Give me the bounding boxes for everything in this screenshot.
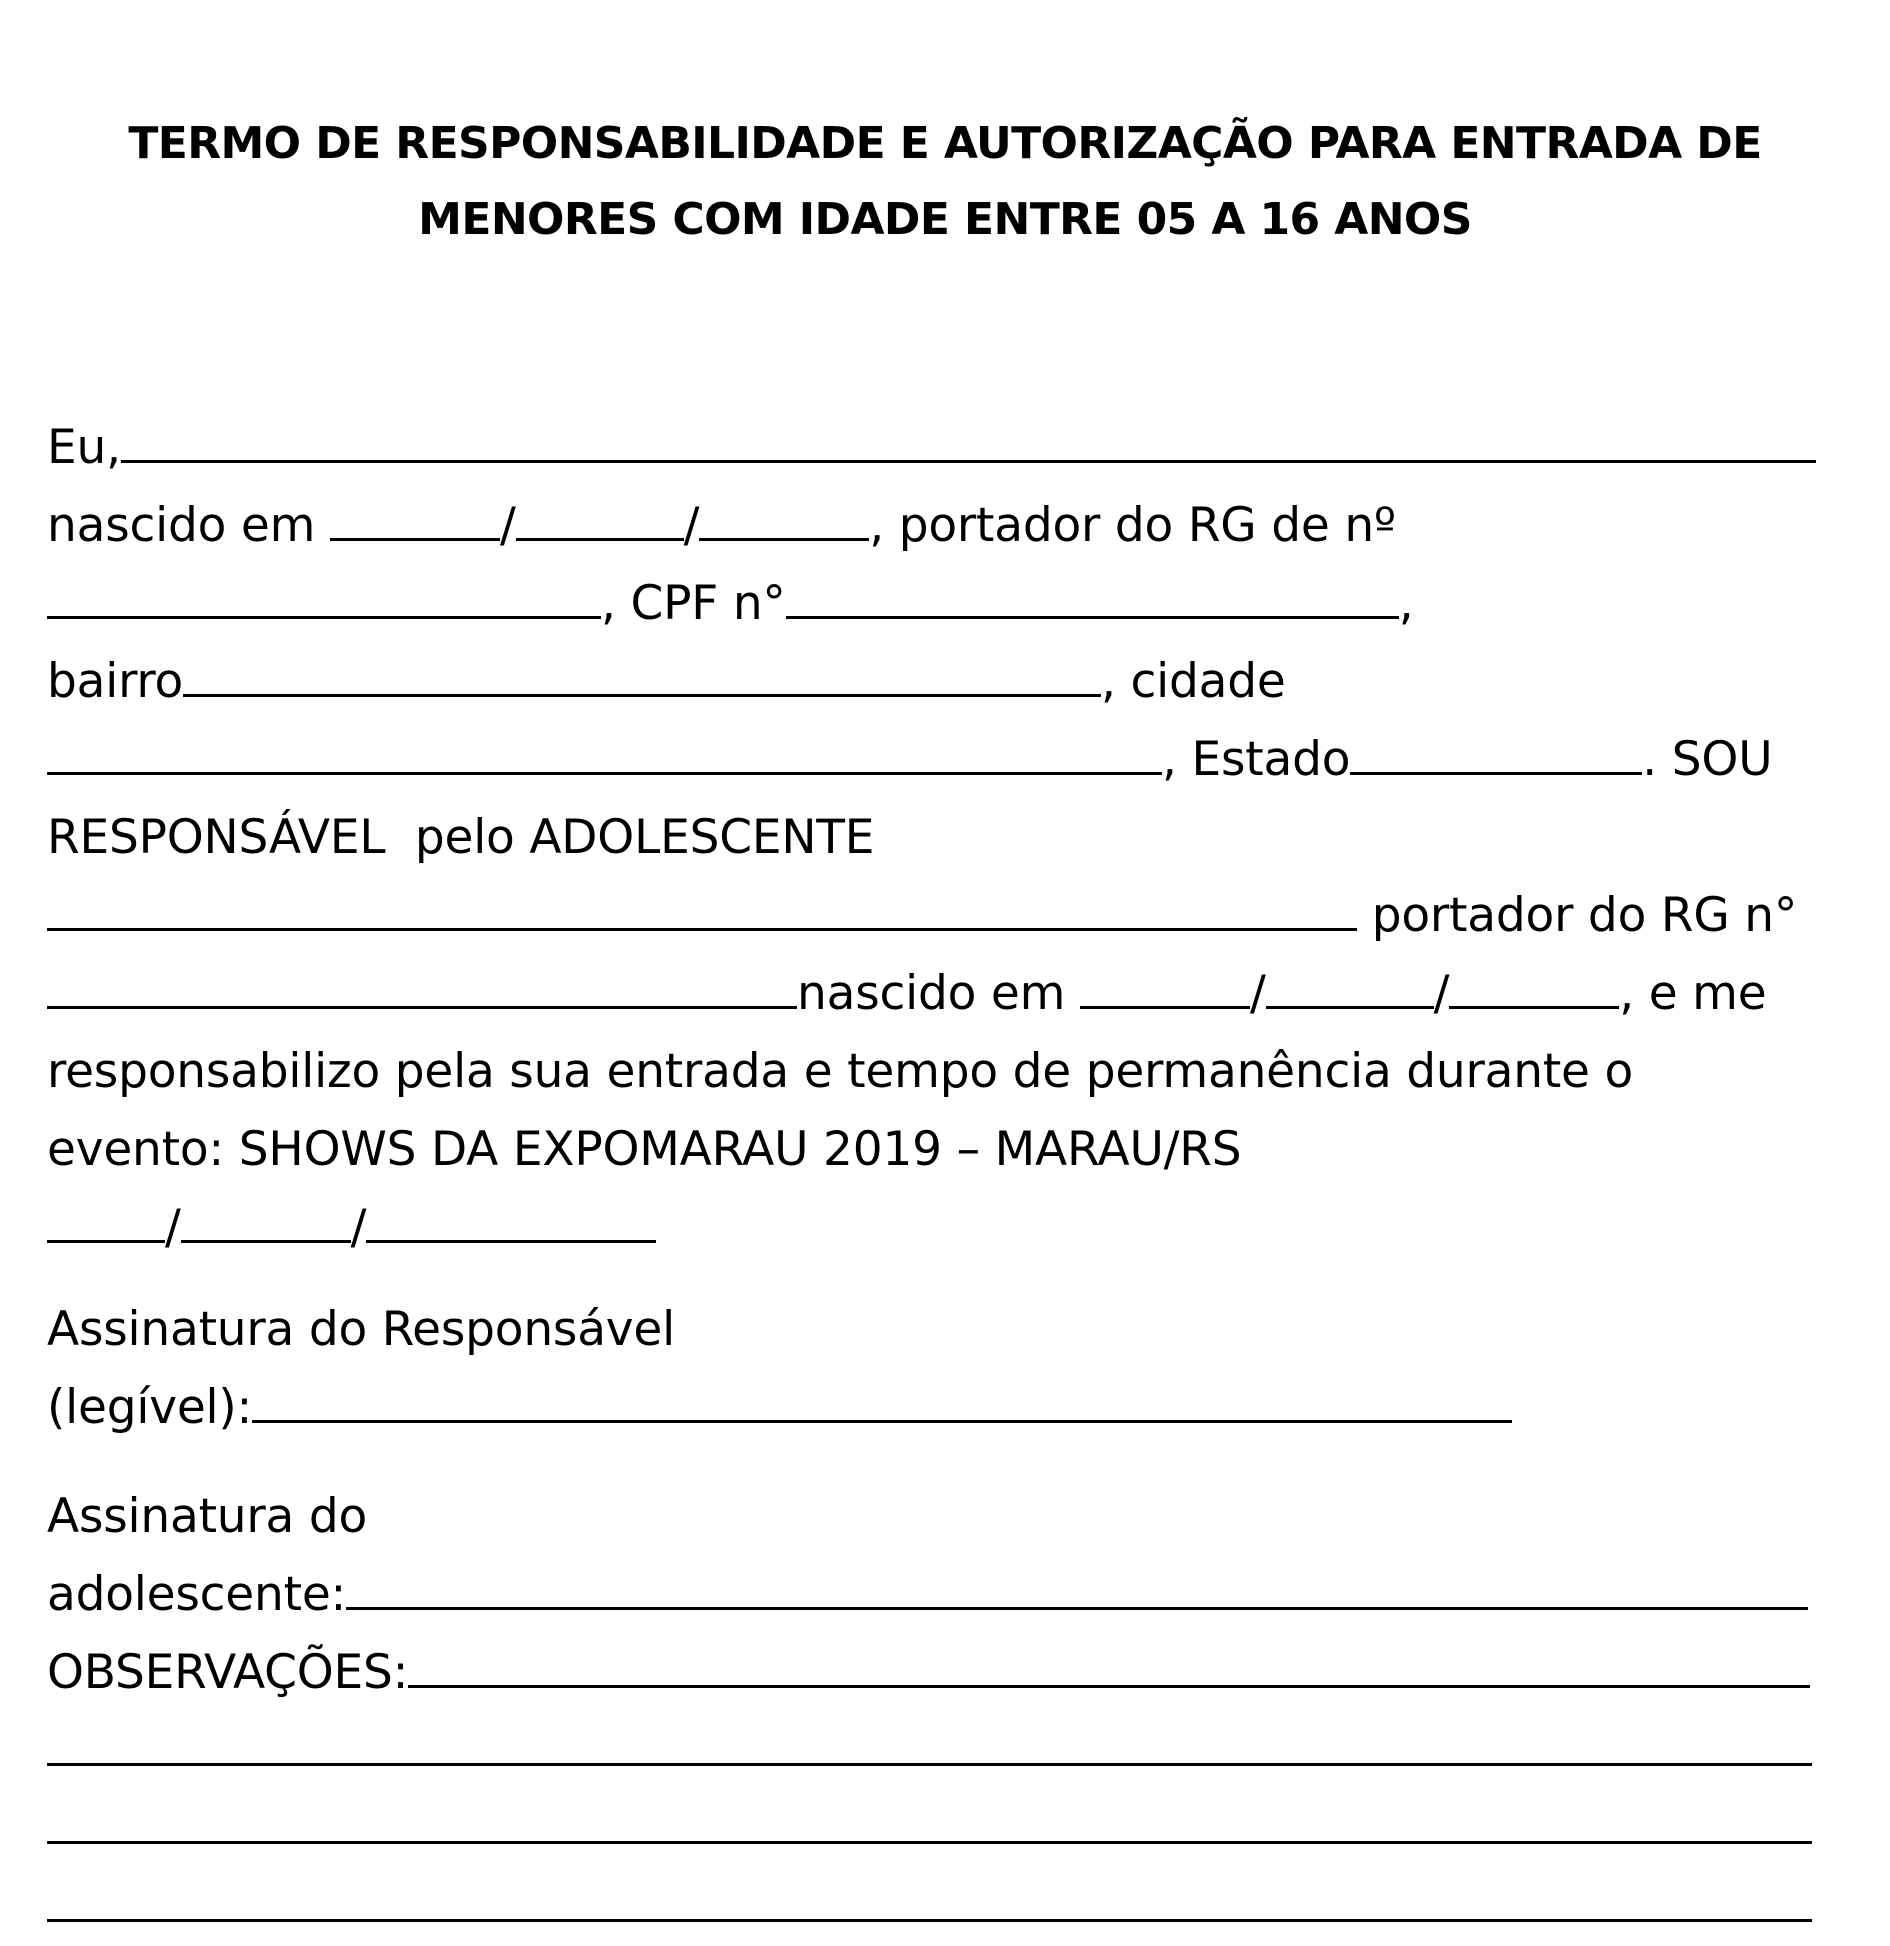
adolescente-birth-month-blank[interactable] bbox=[1266, 955, 1434, 1009]
observacoes-extra-blank[interactable] bbox=[47, 1868, 1812, 1922]
responsabilizo-line bbox=[47, 1033, 1633, 1111]
birth-year-blank[interactable] bbox=[699, 487, 869, 541]
date-day-blank[interactable] bbox=[47, 1189, 165, 1243]
adolescente-birth-line bbox=[47, 955, 1766, 1033]
date-slash: / bbox=[1433, 966, 1450, 1021]
cidade-label: , cidade bbox=[1101, 654, 1286, 709]
nascido-label: nascido em bbox=[797, 966, 1080, 1021]
assinatura-adolescente-label-line bbox=[47, 1478, 367, 1556]
observacoes-extra-line-3 bbox=[47, 1868, 1812, 1946]
assinatura-adolescente-blank[interactable] bbox=[346, 1556, 1808, 1610]
date-slash: / bbox=[1249, 966, 1266, 1021]
nascido-label: nascido em bbox=[47, 498, 330, 553]
name-line bbox=[47, 409, 1816, 487]
title-line-1: TERMO DE RESPONSABILIDADE E AUTORIZAÇÃO PARA ENTRADA DE bbox=[128, 118, 1762, 169]
observacoes-label: OBSERVAÇÕES: bbox=[47, 1645, 409, 1700]
name-blank[interactable] bbox=[121, 409, 1816, 463]
estado-label: , Estado bbox=[1162, 732, 1351, 787]
rg-blank[interactable] bbox=[47, 565, 601, 619]
observacoes-extra-line-1 bbox=[47, 1712, 1812, 1790]
evento-line bbox=[47, 1111, 1241, 1189]
title-line-2: MENORES COM IDADE ENTRE 05 A 16 ANOS bbox=[418, 194, 1472, 245]
adolescente-rg-blank[interactable] bbox=[47, 955, 797, 1009]
observacoes-line bbox=[47, 1634, 1810, 1712]
assinatura-adolescente-line bbox=[47, 1556, 1808, 1634]
cidade-estado-line bbox=[47, 721, 1772, 799]
assinatura-responsavel-label: Assinatura do Responsável bbox=[47, 1302, 675, 1357]
eu-label: Eu, bbox=[47, 420, 121, 475]
cpf-label: , CPF n° bbox=[601, 576, 786, 631]
observacoes-extra-line-2 bbox=[47, 1790, 1812, 1868]
adolescente-birth-year-blank[interactable] bbox=[1449, 955, 1619, 1009]
observacoes-extra-blank[interactable] bbox=[47, 1790, 1812, 1844]
cidade-blank[interactable] bbox=[47, 721, 1162, 775]
birth-month-blank[interactable] bbox=[516, 487, 684, 541]
legivel-label: (legível): bbox=[47, 1380, 253, 1435]
bairro-line bbox=[47, 643, 1286, 721]
date-month-blank[interactable] bbox=[181, 1189, 351, 1243]
date-slash: / bbox=[350, 1200, 367, 1255]
comma: , bbox=[1398, 576, 1414, 631]
assinatura-responsavel-blank[interactable] bbox=[252, 1369, 1512, 1423]
date-slash: / bbox=[499, 498, 516, 553]
assinatura-responsavel-label-line bbox=[47, 1291, 675, 1369]
estado-blank[interactable] bbox=[1350, 721, 1642, 775]
cpf-blank[interactable] bbox=[786, 565, 1399, 619]
e-me-label: , e me bbox=[1619, 966, 1767, 1021]
birthdate-line bbox=[47, 487, 1396, 565]
bairro-blank[interactable] bbox=[183, 643, 1101, 697]
bairro-label: bairro bbox=[47, 654, 184, 709]
sou-label: . SOU bbox=[1642, 732, 1773, 787]
observacoes-blank[interactable] bbox=[408, 1634, 1810, 1688]
date-year-blank[interactable] bbox=[366, 1189, 656, 1243]
adolescente-line bbox=[47, 877, 1797, 955]
adolescente-birth-day-blank[interactable] bbox=[1080, 955, 1250, 1009]
date-line bbox=[47, 1189, 656, 1267]
birth-day-blank[interactable] bbox=[330, 487, 500, 541]
assinatura-responsavel-line bbox=[47, 1369, 1512, 1447]
evento-text: evento: SHOWS DA EXPOMARAU 2019 – MARAU/RS bbox=[47, 1122, 1242, 1177]
responsavel-label: RESPONSÁVEL pelo ADOLESCENTE bbox=[47, 810, 875, 865]
rg-adolescente-label: portador do RG n° bbox=[1357, 888, 1798, 943]
responsavel-line bbox=[47, 799, 874, 877]
responsabilizo-text: responsabilizo pela sua entrada e tempo de permanência durante o bbox=[47, 1044, 1634, 1099]
rg-cpf-line bbox=[47, 565, 1413, 643]
assinatura-adolescente-label: Assinatura do bbox=[47, 1489, 368, 1544]
adolescente-label: adolescente: bbox=[47, 1567, 347, 1622]
date-slash: / bbox=[165, 1200, 181, 1255]
date-slash: / bbox=[683, 498, 700, 553]
rg-label: , portador do RG de nº bbox=[869, 498, 1396, 553]
adolescente-name-blank[interactable] bbox=[47, 877, 1357, 931]
observacoes-extra-blank[interactable] bbox=[47, 1712, 1812, 1766]
